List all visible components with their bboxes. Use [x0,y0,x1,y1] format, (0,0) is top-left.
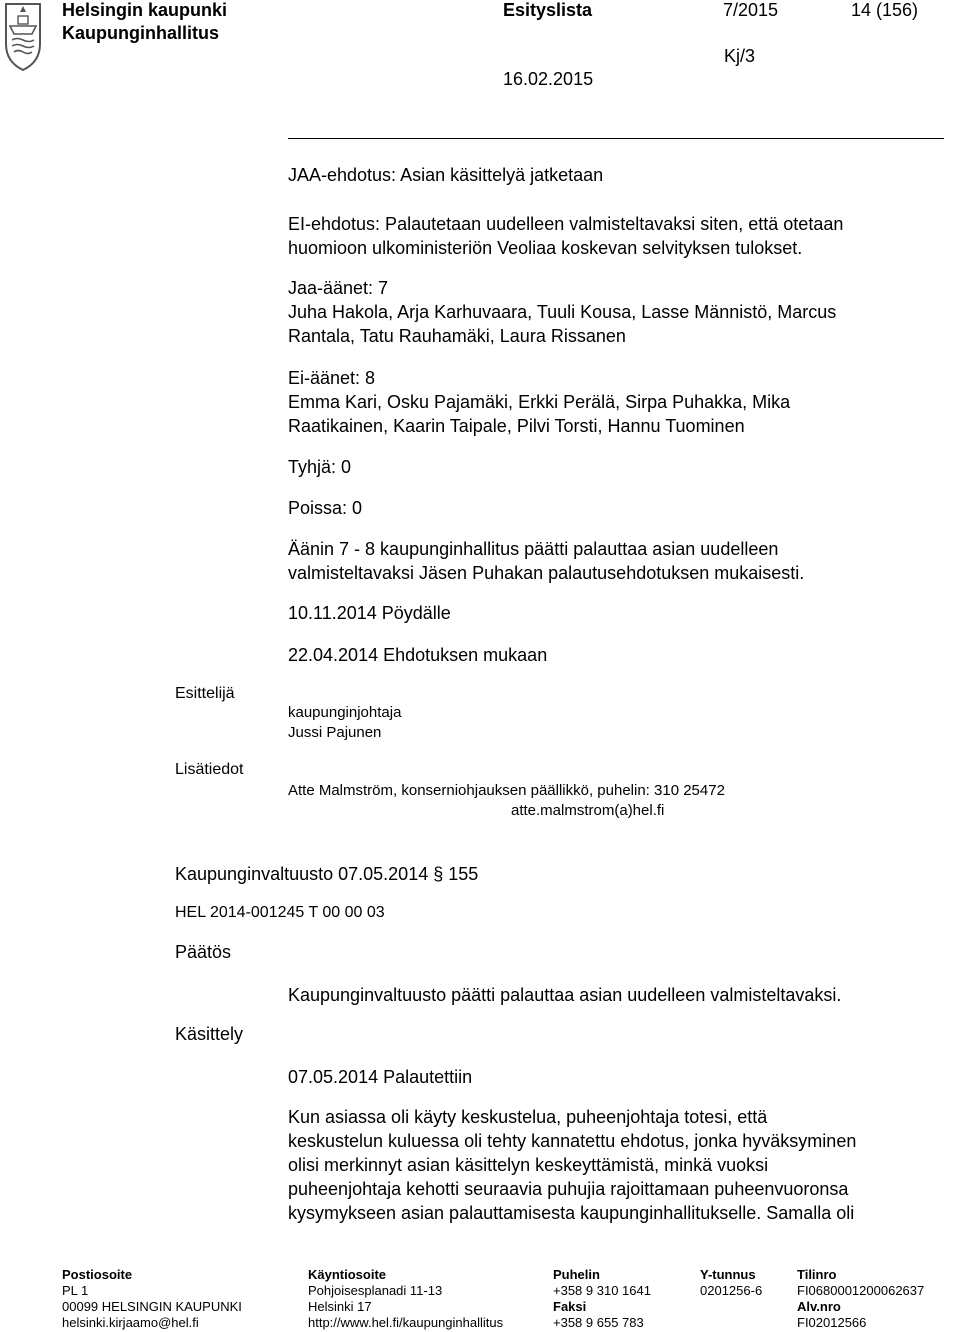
footer-alvnro: FI02012566 [797,1315,867,1330]
header-divider [288,138,944,139]
handling-line4: puheenjohtaja kehotti seuraavia puhujia rajoittamaan puheenvuoronsa [288,1179,849,1199]
decision-text: Kaupunginvaltuusto päätti palauttaa asian uudelleen valmisteltavaksi. [288,985,842,1005]
council-title: Kaupunginvaltuusto 07.05.2014 § 155 [175,864,479,884]
jaa-votes-line2: Rantala, Tatu Rauhamäki, Laura Rissanen [288,326,626,346]
ei-proposal-line2: huomioon ulkoministeriön Veoliaa koskevan selvityksen tulokset. [288,238,803,258]
result-line1: Äänin 7 - 8 kaupunginhallitus päätti palauttaa asian uudelleen [288,539,779,559]
header-page: 14 (156) [851,0,919,20]
history-entry-1: 10.11.2014 Pöydälle [288,603,451,623]
handling-label: Käsittely [175,1024,244,1044]
footer-visit-street: Pohjoisesplanadi 11-13 [308,1283,443,1298]
result-line2: valmisteltavaksi Jäsen Puhakan palautusehdotuksen mukaisesti. [288,563,805,583]
history-entry-2: 22.04.2014 Ehdotuksen mukaan [288,645,548,665]
header-issue: 7/2015 [723,0,779,20]
ei-votes-line1: Emma Kari, Osku Pajamäki, Erkki Perälä, Sirpa Puhakka, Mika [288,392,791,412]
handling-date: 07.05.2014 Palautettiin [288,1067,473,1087]
presenter-title: kaupunginjohtaja [288,704,402,721]
footer-ytunnus: 0201256-6 [700,1283,763,1298]
header-date: 16.02.2015 [503,69,594,89]
info-contact-line1: Atte Malmström, konserniohjauksen päällikkö, puhelin: 310 25472 [288,782,725,799]
info-contact-email: atte.malmstrom(a)hel.fi [511,802,665,819]
footer-postal-city: 00099 HELSINGIN KAUPUNKI [62,1299,242,1314]
footer-tilinro-label: Tilinro [797,1267,837,1282]
header-section: Kj/3 [724,46,756,66]
footer-tilinro: FI0680001200062637 [797,1283,925,1298]
footer-website: http://www.hel.fi/kaupunginhallitus [308,1315,504,1330]
presenter-label: Esittelijä [175,685,235,702]
council-reference: HEL 2014-001245 T 00 00 03 [175,904,385,921]
jaa-votes-heading: Jaa-äänet: 7 [288,278,389,298]
handling-line3: olisi merkinnyt asian käsittelyn keskeyttämistä, minkä vuoksi [288,1155,769,1175]
footer-phone: +358 9 310 1641 [553,1283,651,1298]
footer-alvnro-label: Alv.nro [797,1299,841,1314]
footer-postal-label: Postiosoite [62,1267,133,1282]
footer-visit-label: Käyntiosoite [308,1267,387,1282]
footer-visit-city: Helsinki 17 [308,1299,372,1314]
ei-proposal-line1: EI-ehdotus: Palautetaan uudelleen valmisteltavaksi siten, että otetaan [288,214,844,234]
footer-email: helsinki.kirjaamo@hel.fi [62,1315,199,1330]
footer-fax-label: Faksi [553,1299,587,1314]
helsinki-crest-logo [0,0,46,74]
info-label: Lisätiedot [175,761,244,778]
header-org: Helsingin kaupunki [62,0,228,20]
presenter-name: Jussi Pajunen [288,724,382,741]
footer-phone-label: Puhelin [553,1267,600,1282]
handling-line2: keskustelun kuluessa oli tehty kannatettu ehdotus, jonka hyväksyminen [288,1131,857,1151]
ei-votes-heading: Ei-äänet: 8 [288,368,376,388]
ei-votes-line2: Raatikainen, Kaarin Taipale, Pilvi Torsti, Hannu Tuominen [288,416,745,436]
jaa-proposal: JAA-ehdotus: Asian käsittelyä jatketaan [288,165,604,185]
poissa-votes: Poissa: 0 [288,498,363,518]
tyhja-votes: Tyhjä: 0 [288,457,352,477]
footer-postal-box: PL 1 [62,1283,89,1298]
handling-line5: kysymykseen asian palauttamisesta kaupunginhallitukselle. Samalla oli [288,1203,855,1223]
handling-line1: Kun asiassa oli käyty keskustelua, puheenjohtaja totesi, että [288,1107,768,1127]
footer-fax: +358 9 655 783 [553,1315,644,1330]
footer-ytunnus-label: Y-tunnus [700,1267,756,1282]
header-doc-type: Esityslista [503,0,593,20]
jaa-votes-line1: Juha Hakola, Arja Karhuvaara, Tuuli Kousa, Lasse Männistö, Marcus [288,302,837,322]
decision-label: Päätös [175,942,232,962]
header-body: Kaupunginhallitus [62,23,219,43]
